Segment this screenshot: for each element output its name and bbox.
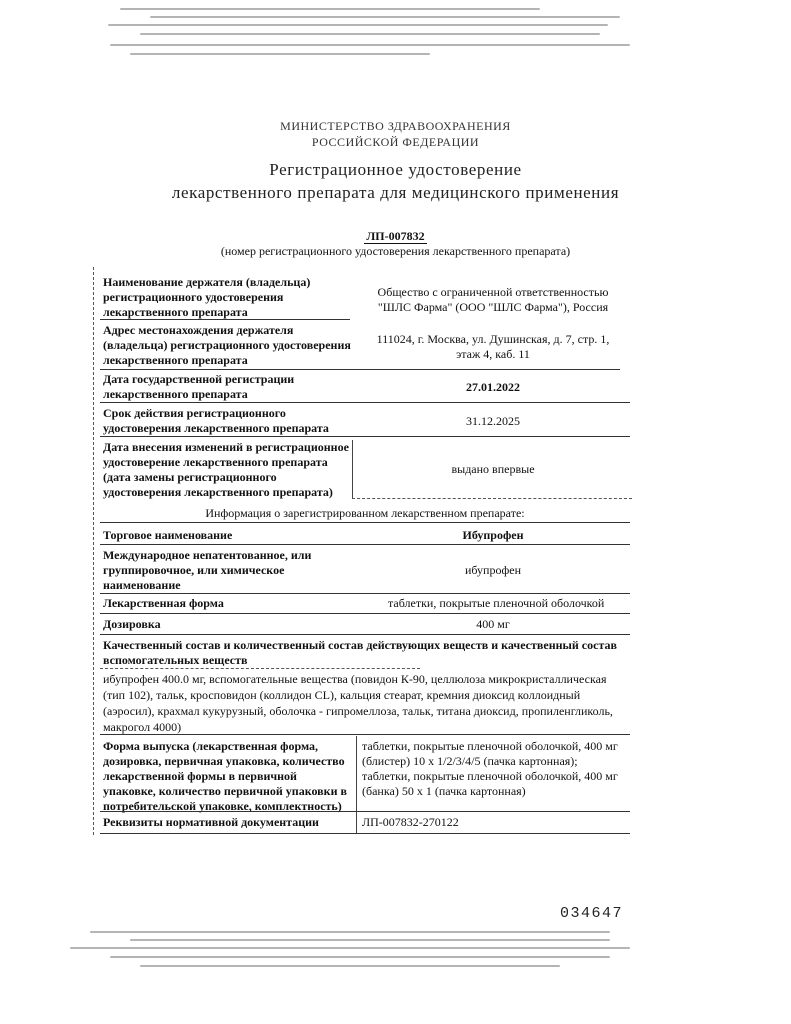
address-label: Адрес местонахождения держателя (владельца) регистрационного удостоверения лекарственного препарата <box>103 323 351 367</box>
registration-number-value: ЛП-007832 <box>366 229 425 243</box>
registration-number <box>0 229 791 244</box>
divider <box>100 634 630 635</box>
cell-separator <box>352 440 353 498</box>
scan-noise-bottom <box>0 925 791 985</box>
reg-date-label: Дата государственной регистрации лекарственного препарата <box>103 372 295 401</box>
composition-label: Качественный состав и количественный состав действующих веществ и качественный состав вспомогательных веществ <box>103 638 617 667</box>
ministry-name <box>0 118 791 150</box>
changes-value: выдано впервые <box>451 462 535 476</box>
certificate-title-line-1: Регистрационное удостоверение <box>269 160 522 179</box>
divider <box>100 833 630 834</box>
changes-label: Дата внесения изменений в регистрационное удостоверение лекарственного препарата (дата замены регистрационного удостоверения лекарственного препарата) <box>103 440 349 499</box>
normative-docs-label: Реквизиты нормативной документации <box>103 815 319 829</box>
trade-name-value: Ибупрофен <box>462 528 524 542</box>
release-form-label: Форма выпуска (лекарственная форма, дозировка, первичная упаковка, количество лекарственной формы в первичной упаковке, количество первичной упаковки в потребительской упаковке, комплектность) <box>103 739 347 813</box>
certificate-title-line-2: лекарственного препарата для медицинского применения <box>171 183 620 202</box>
holder-label: Наименование держателя (владельца) регистрационного удостоверения лекарственного препарата <box>103 275 311 319</box>
table-left-border <box>93 267 94 835</box>
release-form-value: таблетки, покрытые пленочной оболочкой, 400 мг (блистер) 10 x 1/2/3/4/5 (пачка картонная); таблетки, покрытые пленочной оболочкой, 400 мг (банка) 50 x 1 (пачка картонная) <box>362 739 618 798</box>
divider <box>100 593 630 594</box>
ministry-line-1: МИНИСТЕРСТВО ЗДРАВООХРАНЕНИЯ <box>280 119 511 133</box>
dosage-form-label: Лекарственная форма <box>103 596 224 610</box>
divider <box>100 319 350 320</box>
validity-value: 31.12.2025 <box>466 414 520 428</box>
address-value: 111024, г. Москва, ул. Душинская, д. 7, стр. 1, этаж 4, каб. 11 <box>376 332 610 361</box>
divider <box>100 369 620 370</box>
dosage-label: Дозировка <box>103 617 161 631</box>
ministry-line-2: РОССИЙСКОЙ ФЕДЕРАЦИИ <box>311 135 480 149</box>
dosage-value: 400 мг <box>476 617 510 631</box>
reg-date-value: 27.01.2022 <box>466 380 520 394</box>
holder-value: Общество с ограниченной ответственностью "ШЛС Фарма" (ООО "ШЛС Фарма"), Россия <box>377 285 609 314</box>
divider <box>100 544 630 545</box>
divider <box>100 613 630 614</box>
validity-label: Срок действия регистрационного удостоверения лекарственного препарата <box>103 406 329 435</box>
composition-text: ибупрофен 400.0 мг, вспомогательные вещества (повидон К-90, целлюлоза микрокристаллическая (тип 102), тальк, кросповидон (коллидон CL), кальция стеарат, кремния диоксид коллоидный (аэросил), крахмал кукурузный, оболочка - гипромеллоза, тальк, титана диоксид, пропиленгликоль, макрогол 4000) <box>103 672 613 734</box>
normative-docs-value: ЛП-007832-270122 <box>362 815 459 829</box>
divider <box>100 811 630 812</box>
inn-label: Международное непатентованное, или группировочное, или химическое наименование <box>103 548 312 592</box>
divider <box>100 402 630 403</box>
dosage-form-value: таблетки, покрытые пленочной оболочкой <box>388 596 605 610</box>
trade-name-label: Торговое наименование <box>103 528 233 542</box>
divider <box>100 522 630 523</box>
inn-value: ибупрофен <box>464 563 521 577</box>
info-heading: Информация о зарегистрированном лекарственном препарате: <box>205 506 525 520</box>
divider <box>100 436 630 437</box>
divider <box>100 668 420 669</box>
divider <box>100 734 630 735</box>
registration-number-caption: (номер регистрационного удостоверения лекарственного препарата) <box>220 244 571 258</box>
serial-number: 034647 <box>560 905 624 922</box>
certificate-title <box>0 158 791 204</box>
scan-noise-top <box>0 0 791 70</box>
divider <box>352 498 632 499</box>
